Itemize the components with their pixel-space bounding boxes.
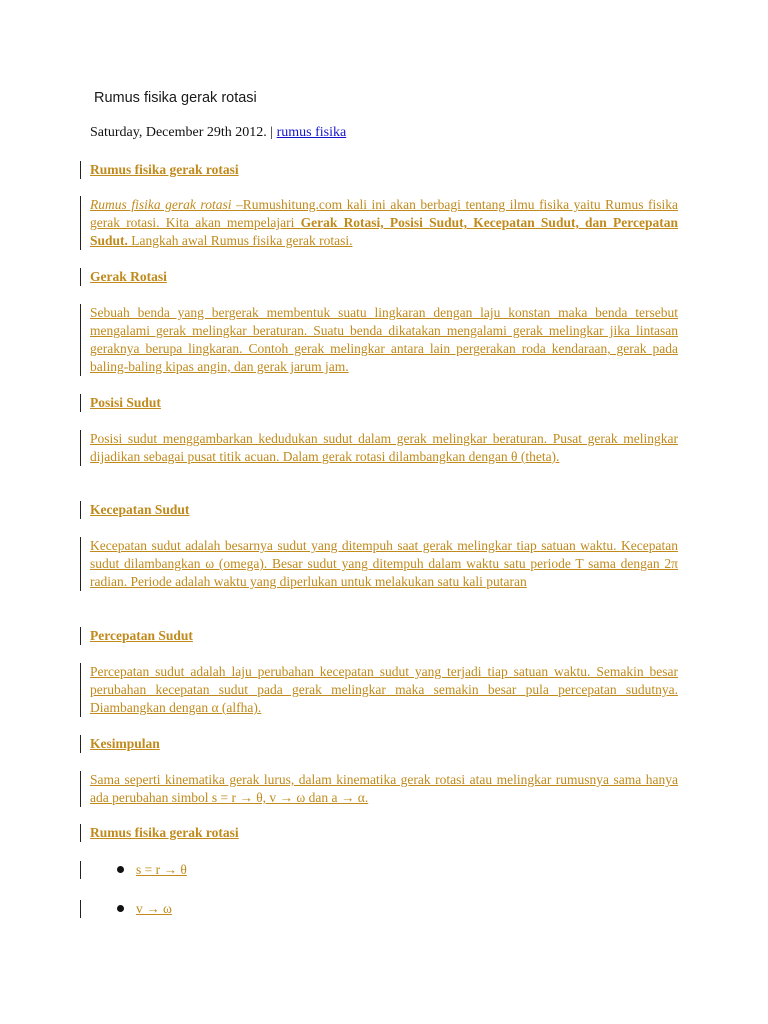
heading-gerak-rotasi: Gerak Rotasi	[90, 269, 167, 284]
section-heading-percepatan-sudut	[80, 627, 678, 645]
heading-kesimpulan: Kesimpulan	[90, 736, 160, 751]
section-heading-posisi-sudut	[80, 394, 678, 412]
heading-percepatan-sudut: Percepatan Sudut	[90, 628, 193, 643]
section-para-posisi-sudut	[80, 430, 678, 466]
post-date: Saturday, December 29th 2012. |	[90, 125, 277, 140]
section-para-kesimpulan	[80, 771, 678, 807]
section-para-percepatan-sudut	[80, 663, 678, 717]
section-para-gerak-rotasi	[80, 304, 678, 376]
intro-paragraph	[90, 196, 678, 250]
section-heading-kecepatan-sudut	[80, 501, 678, 519]
kesimpulan-paragraph: Sama seperti kinematika gerak lurus, dalam kinematika gerak rotasi atau melingkar rumusnya sama hanya ada perubahan simbol s = r → θ, v → ω dan a → α.	[90, 772, 678, 805]
percepatan-sudut-paragraph: Percepatan sudut adalah laju perubahan kecepatan sudut yang terjadi tiap satuan waktu. Semakin besar perubahan kecepatan sudut pada gerak melingkar maka semakin besar pula percepatan sudutnya. Diambangkan dengan α (alfha).	[90, 664, 678, 715]
page-title: Rumus fisika gerak rotasi	[94, 90, 257, 106]
intro-text-a: –Rumushitung.com kali ini akan berbagi tentang ilmu fisika yaitu Rumus fisika gerak rotasi. Kita akan mempelajari	[90, 197, 679, 230]
list-item	[80, 861, 678, 879]
intro-bold: Gerak Rotasi, Posisi Sudut, Kecepatan Sudut, dan Percepatan Sudut.	[90, 215, 678, 248]
section-heading-kesimpulan	[80, 735, 678, 753]
posisi-sudut-paragraph: Posisi sudut menggambarkan kedudukan sudut dalam gerak melingkar beraturan. Pusat gerak melingkar dijadikan sebagai pusat titik acuan. Dalam gerak rotasi dilambangkan dengan θ (theta).	[90, 431, 678, 464]
bullet-text: v → ω	[136, 901, 172, 916]
post-meta	[90, 125, 346, 141]
heading-kecepatan-sudut: Kecepatan Sudut	[90, 502, 190, 517]
heading-rumus-fisika: Rumus fisika gerak rotasi	[90, 162, 239, 177]
section-para-intro	[80, 196, 678, 250]
bullet-text: s = r → θ	[136, 862, 187, 877]
intro-text-b: Langkah awal Rumus fisika gerak rotasi.	[127, 233, 353, 248]
gerak-rotasi-paragraph: Sebuah benda yang bergerak membentuk suatu lingkaran dengan laju konstan maka benda tersebut mengalami gerak melingkar beraturan. Suatu benda dikatakan mengalami gerak melingkar jika lintasan geraknya berupa lingkaran. Contoh gerak melingkar antara lain pergerakan roda kendaraan, gerak pada baling-baling kipas angin, dan gerak jarum jam.	[90, 305, 678, 374]
section-heading-rumus	[80, 824, 678, 842]
section-heading-gerak-rotasi	[80, 268, 678, 286]
bullet-icon	[117, 866, 124, 873]
section-heading-intro	[80, 161, 678, 179]
bullet-icon	[117, 905, 124, 912]
intro-italic: Rumus fisika gerak rotasi	[90, 197, 232, 212]
kecepatan-sudut-paragraph: Kecepatan sudut adalah besarnya sudut yang ditempuh saat gerak melingkar tiap satuan waktu. Kecepatan sudut dilambangkan ω (omega). Besar sudut yang ditempuh dalam waktu satu periode T sama dengan 2π radian. Periode adalah waktu yang diperlukan untuk melakukan satu kali putaran	[90, 538, 678, 589]
list-item	[80, 900, 678, 918]
heading-posisi-sudut: Posisi Sudut	[90, 395, 161, 410]
heading-rumus-fisika-2: Rumus fisika gerak rotasi	[90, 825, 239, 840]
category-link[interactable]: rumus fisika	[276, 125, 347, 140]
section-para-kecepatan-sudut	[80, 537, 678, 591]
